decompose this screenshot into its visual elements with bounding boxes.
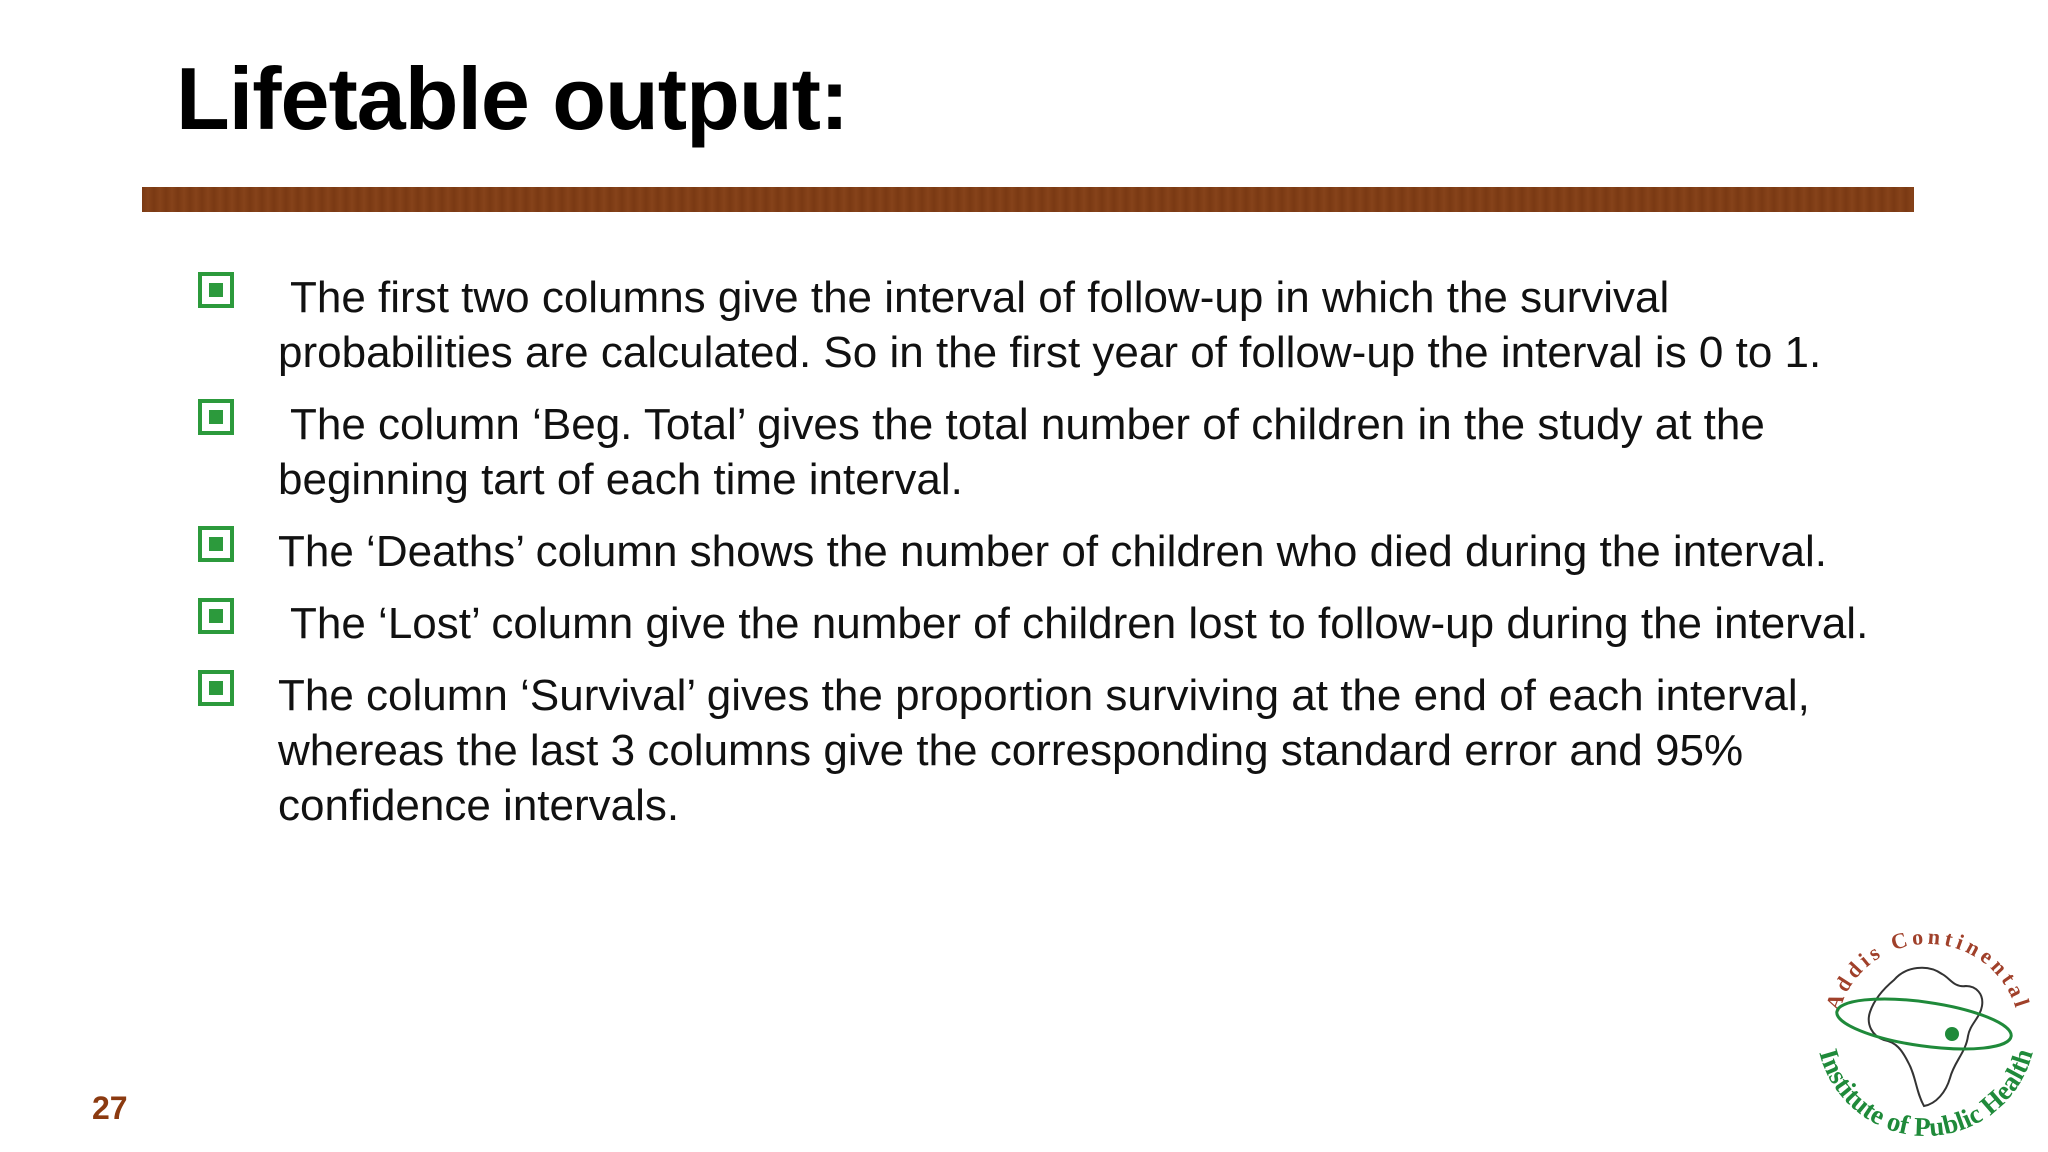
- bullet-item: [196, 270, 1876, 380]
- bullet-list: [196, 270, 1876, 850]
- bullet-item: [196, 397, 1876, 507]
- title-divider: [142, 187, 1914, 212]
- page-number: 27: [92, 1090, 128, 1126]
- bullet-text: The column ‘Survival’ gives the proportion surviving at the end of each interval, whereas the last 3 columns give the corresponding standard error and 95% confidence intervals.: [278, 671, 1810, 830]
- bullet-text: The first two columns give the interval of follow-up in which the survival probabilities are calculated. So in the first year of follow-up the interval is 0 to 1.: [278, 273, 1822, 377]
- bullet-item: [196, 596, 1876, 651]
- logo-top-text: Addis Continental: [1820, 923, 2036, 1014]
- bullet-text: The ‘Lost’ column give the number of children lost to follow-up during the interval.: [290, 599, 1869, 648]
- checkbox-bullet-icon: [198, 526, 234, 562]
- bullet-item: [196, 524, 1876, 579]
- checkbox-bullet-icon: [198, 272, 234, 308]
- checkbox-bullet-icon: [198, 670, 234, 706]
- bullet-text: The column ‘Beg. Total’ gives the total number of children in the study at the beginning tart of each time interval.: [278, 400, 1765, 504]
- checkbox-bullet-icon: [198, 399, 234, 435]
- logo-bottom-text: Institute of Public Health: [1813, 1045, 2039, 1143]
- bullet-text: The ‘Deaths’ column shows the number of children who died during the interval.: [278, 527, 1827, 576]
- bullet-item: [196, 668, 1876, 833]
- africa-map-logo: [1800, 896, 2048, 1152]
- slide-title: Lifetable output:: [176, 49, 849, 148]
- checkbox-bullet-icon: [198, 598, 234, 634]
